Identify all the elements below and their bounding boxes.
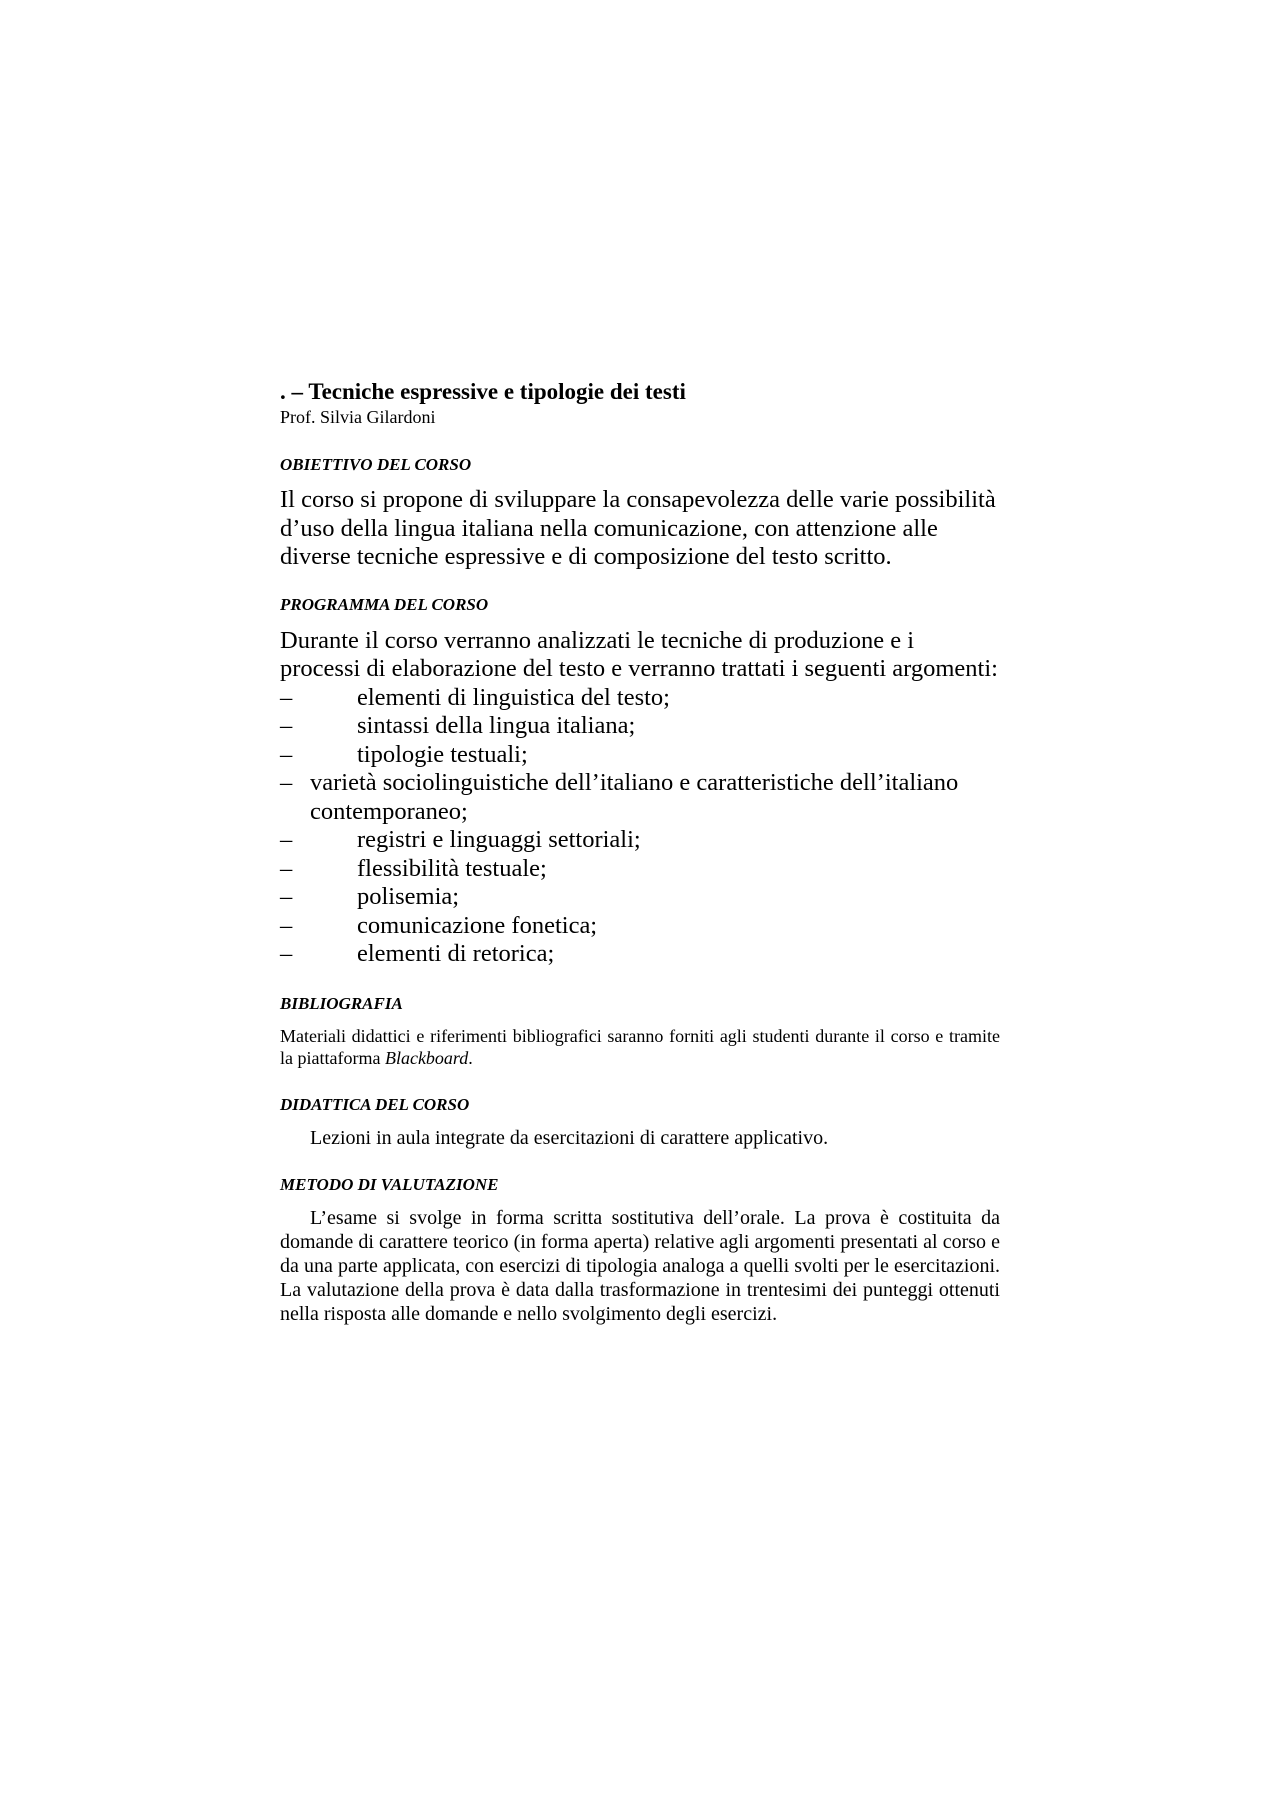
list-item-text: polisemia; (357, 883, 460, 910)
list-item (280, 741, 1000, 770)
professor-name: Prof. Silvia Gilardoni (280, 407, 436, 427)
course-title: . – Tecniche espressive e tipologie dei testi (280, 379, 686, 404)
programma-list (280, 684, 1000, 969)
list-item-text: varietà sociolinguistiche dell’italiano e caratteristiche dell’italiano contemporaneo; (310, 769, 959, 825)
section-heading-bibliografia: BIBLIOGRAFIA (280, 993, 403, 1013)
list-item (280, 912, 1000, 941)
list-item-text: tipologie testuali; (357, 740, 528, 768)
obiettivo-text: Il corso si propone di sviluppare la consapevolezza delle varie possibilità d’uso della lingua italiana nella comunicazione, con attenzione alle diverse tecniche espressive e di composizione del testo scritto. (280, 486, 996, 570)
dash-bullet: – (280, 883, 293, 910)
list-item-text: comunicazione fonetica; (357, 911, 598, 939)
platform-name: Blackboard (384, 1047, 469, 1068)
bibliografia-end: . (468, 1047, 473, 1068)
list-item-text: flessibilità testuale; (357, 854, 547, 882)
list-item-text: elementi di linguistica del testo; (357, 683, 670, 711)
dash-bullet: – (280, 740, 293, 768)
list-item-text: elementi di retorica; (357, 940, 555, 967)
valutazione-text: L’esame si svolge in forma scritta sostitutiva dell’orale. La prova è costituita da domande di carattere teorico (in forma aperta) relative agli argomenti presentati al corso e da una parte applicata, con esercizi di tipologia analoga a quelli svolti per le esercitazioni. La valutazione della prova è data dalla trasformazione in trentesimi dei punteggi ottenuti nella risposta alle domande e nello svolgimento degli esercizi. (280, 1206, 1000, 1325)
list-item (280, 684, 1000, 713)
didattica-text: Lezioni in aula integrate da esercitazioni di carattere applicativo. (310, 1126, 829, 1149)
section-heading-obiettivo: OBIETTIVO DEL CORSO (280, 455, 472, 474)
section-heading-valutazione: METODO DI VALUTAZIONE (280, 1174, 499, 1194)
dash-bullet: – (280, 683, 293, 711)
dash-bullet: – (280, 712, 293, 739)
document-page (280, 378, 1000, 1326)
dash-bullet: – (280, 826, 293, 853)
dash-bullet: – (280, 854, 293, 882)
list-item (280, 855, 1000, 884)
list-item (280, 769, 1000, 826)
section-heading-programma: PROGRAMMA DEL CORSO (280, 594, 489, 614)
bibliografia-body: Materiali didattici e riferimenti bibliografici saranno forniti agli studenti durante il corso e tramite la piattaforma (280, 1025, 1000, 1068)
dash-bullet: – (280, 911, 293, 939)
list-item-text: registri e linguaggi settoriali; (357, 826, 641, 853)
list-item-text: sintassi della lingua italiana; (357, 712, 636, 739)
list-item (280, 940, 1000, 969)
dash-bullet: – (280, 940, 293, 967)
list-item (280, 826, 1000, 855)
bibliografia-text (280, 1025, 1000, 1069)
list-item (280, 712, 1000, 741)
section-heading-didattica: DIDATTICA DEL CORSO (280, 1094, 470, 1114)
list-item (280, 883, 1000, 912)
dash-bullet: – (280, 769, 293, 796)
programma-intro: Durante il corso verranno analizzati le tecniche di produzione e i processi di elaborazione del testo e verranno trattati i seguenti argomenti: (280, 626, 998, 682)
